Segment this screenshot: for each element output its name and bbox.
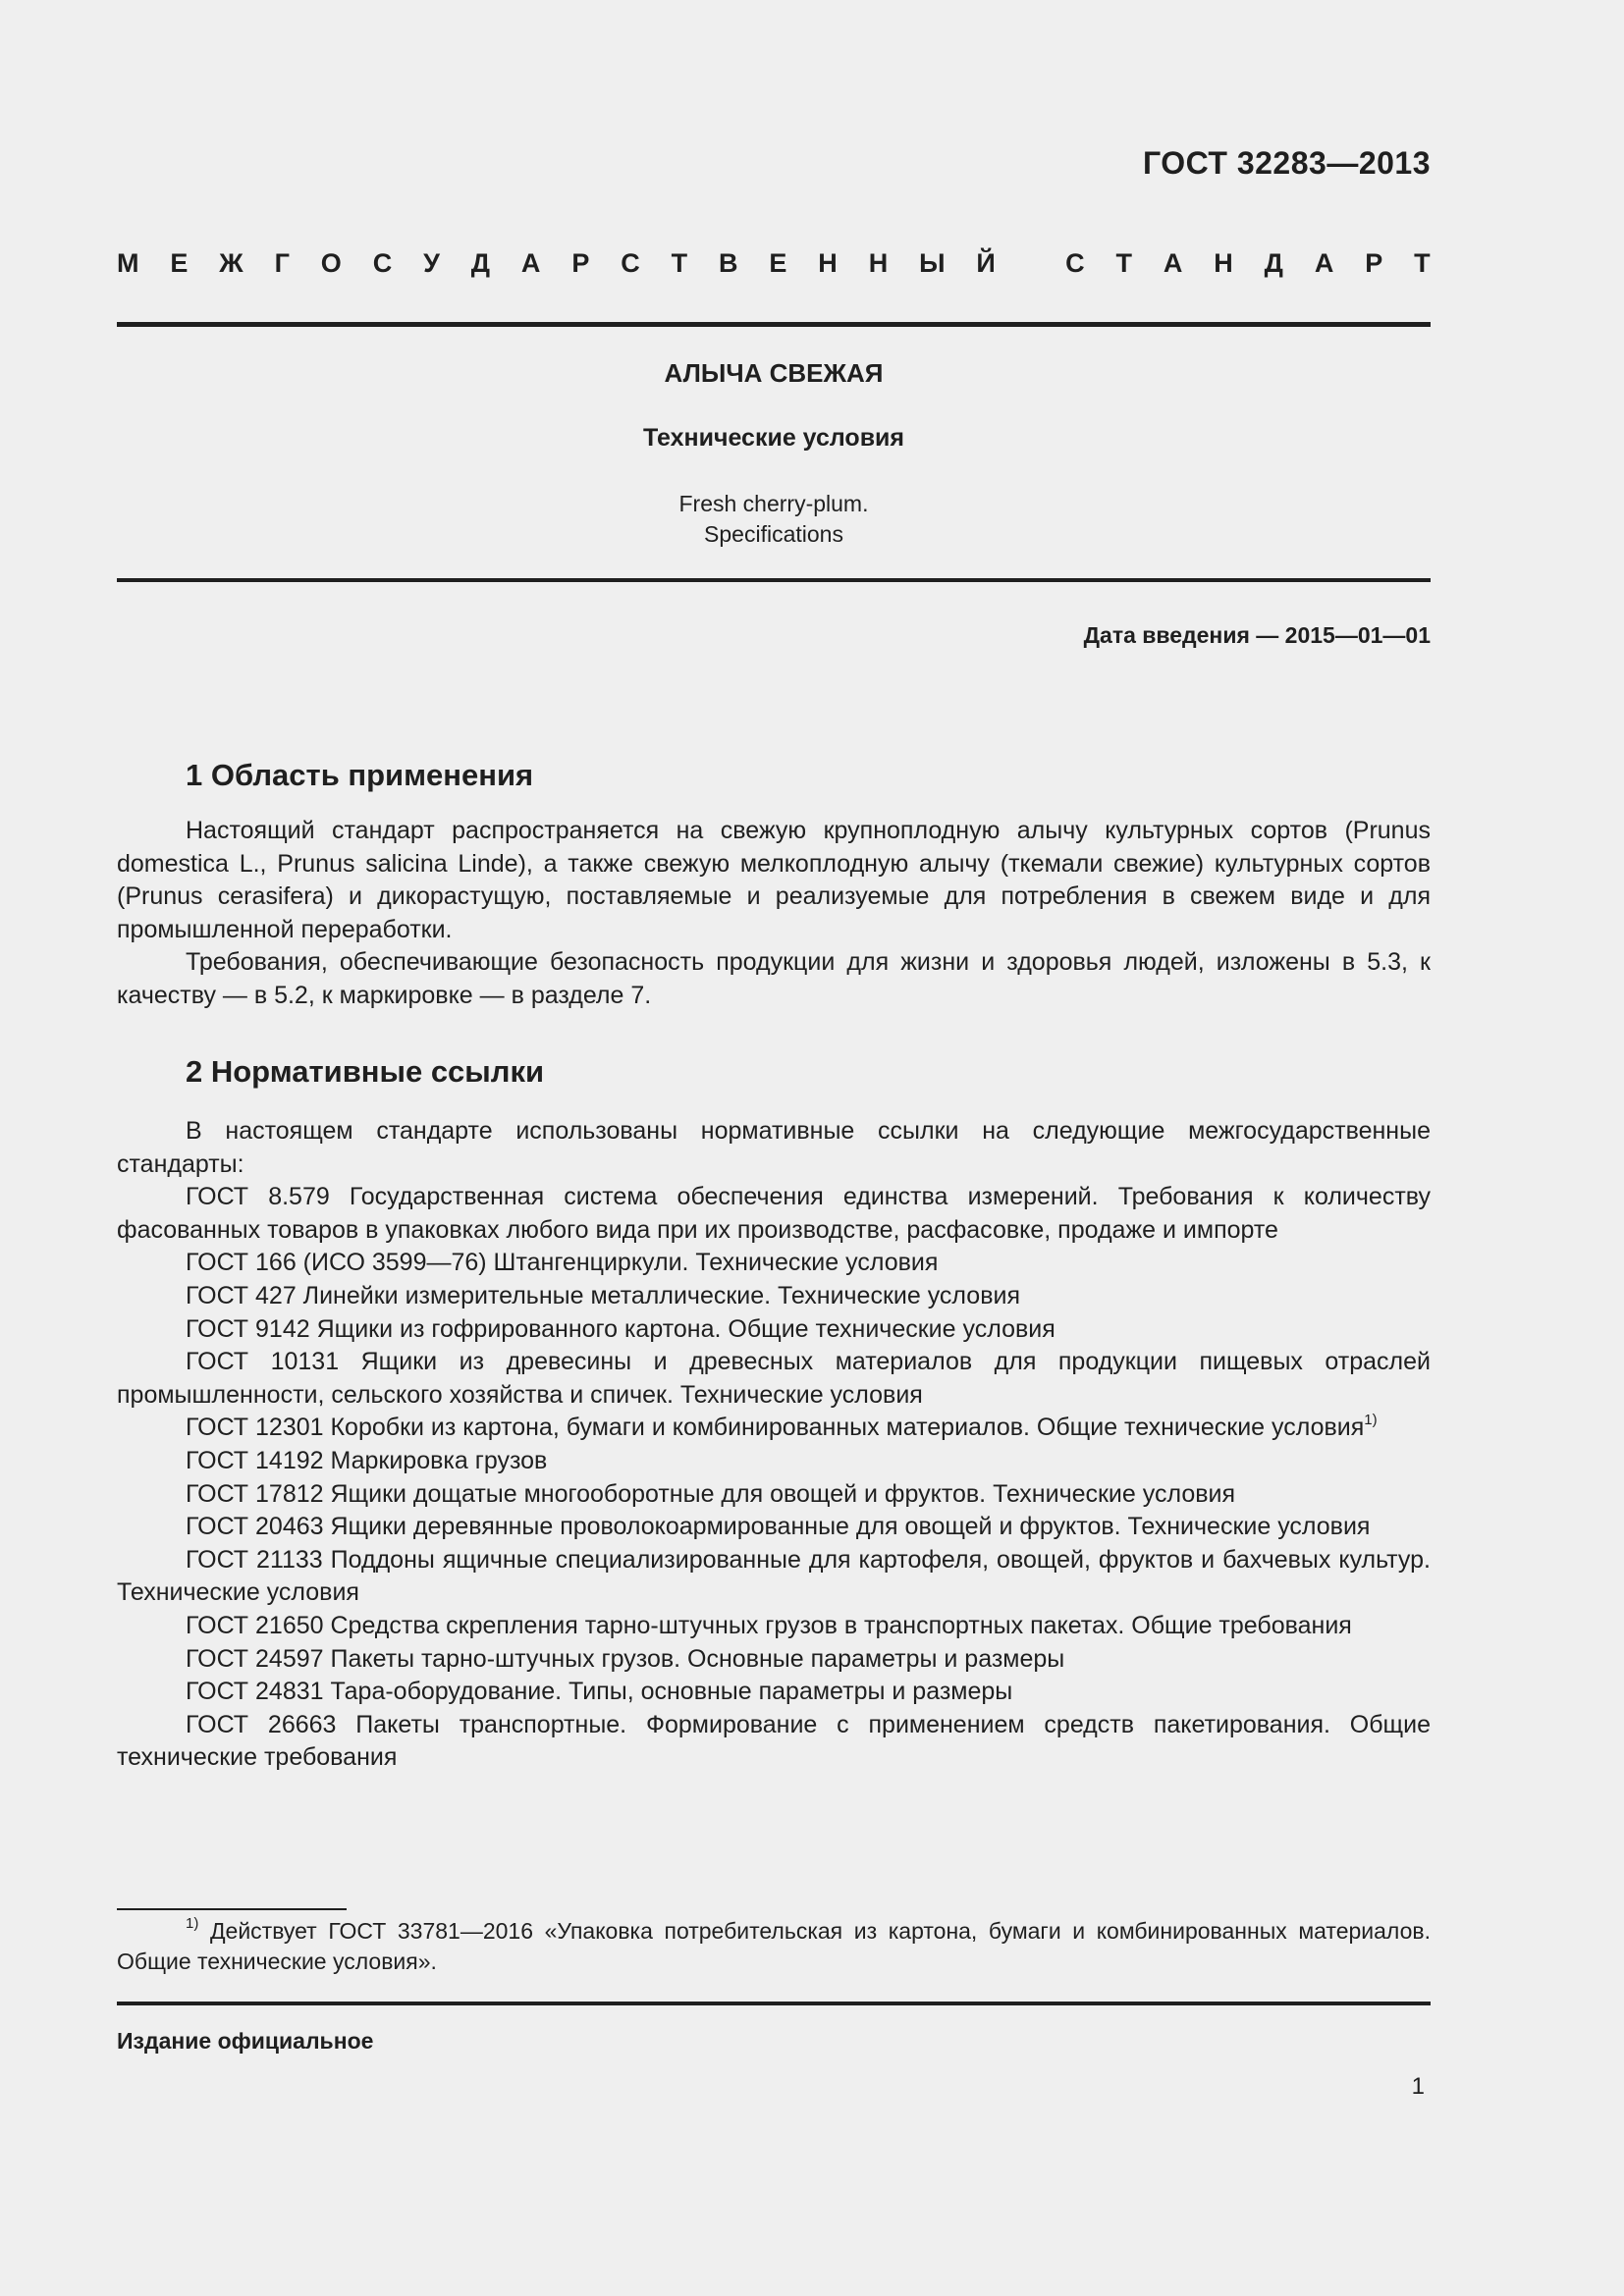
reference-item: ГОСТ 166 (ИСО 3599—76) Штангенциркули. Технические условия [186,1249,939,1277]
standard-banner [117,248,1431,279]
page-number: 1 [1411,2073,1425,2100]
banner-letter: У [423,248,440,278]
reference-item: ГОСТ 24597 Пакеты тарно-штучных грузов. Основные параметры и размеры [186,1644,1065,1673]
banner-letter: О [320,248,342,278]
section1-paragraph: Настоящий стандарт распространяется на свежую крупноплодную алычу культурных сортов (Prunus domestica L., Prunus salicina Linde), а также свежую мелкоплодную алычу (ткемали свежие) культурных сортов (Prunus cerasifera) и дикорастущую, поставляемые и реализуемые для потребления в свежем виде и для промышленной переработки. [117,817,1431,943]
banner-letter: Ы [919,248,946,278]
title-rule [117,578,1431,582]
banner-letter: Т [671,248,688,278]
reference-item: ГОСТ 21133 Поддоны ящичные специализированные для картофеля, овощей, фруктов и бахчевых культур. Технические условия [117,1545,1431,1607]
english-title-line1: Fresh cherry-plum. [678,491,869,516]
banner-letter: А [1163,248,1183,278]
banner-letter: М [117,248,139,278]
banner-letter: А [1314,248,1334,278]
section2-body [117,1115,1431,1775]
document-code: ГОСТ 32283—2013 [1142,145,1431,181]
banner-letter: Н [868,248,889,278]
footnote-marker: 1) [1364,1412,1378,1429]
banner-letter: А [520,248,541,278]
banner-word-gap [1027,248,1035,279]
footnote [117,1916,1431,1977]
document-subtitle: Технические условия [642,424,905,452]
banner-letter: Г [274,248,290,278]
english-title-line2: Specifications [704,521,843,547]
banner-letter: Р [571,248,590,278]
banner-letter: С [1065,248,1085,278]
reference-item: ГОСТ 26663 Пакеты транспортные. Формирование с применением средств пакетирования. Общие технические требования [117,1710,1431,1772]
reference-item: ГОСТ 14192 Маркировка грузов [186,1446,548,1474]
banner-letter: Е [769,248,787,278]
section1-paragraph: Требования, обеспечивающие безопасность продукции для жизни и здоровья людей, изложены в 5.3, к качеству — в 5.2, к маркировке — в разделе 7. [117,948,1431,1009]
banner-letter: Т [1115,248,1132,278]
banner-letter: Ж [219,248,244,278]
reference-item [117,1412,1431,1445]
reference-item: ГОСТ 8.579 Государственная система обеспечения единства измерений. Требования к количеству фасованных товаров в упаковках любого вида при их производстве, расфасовке, продаже и импорте [117,1183,1431,1244]
banner-letter: В [719,248,738,278]
banner-letter: С [372,248,393,278]
banner-letter: Д [1264,248,1283,278]
footer-rule [117,2002,1431,2005]
edition-label: Издание официальное [117,2028,374,2054]
banner-letter: С [621,248,640,278]
reference-item: ГОСТ 20463 Ящики деревянные проволокоармированные для овощей и фруктов. Технические условия [186,1513,1371,1541]
section1-heading: 1 Область применения [186,758,534,792]
footnote-number: 1) [186,1915,199,1933]
introduction-date: Дата введения — 2015—01—01 [1083,622,1431,648]
document-title: АЛЫЧА СВЕЖАЯ [664,358,884,388]
banner-letter: Т [1414,248,1431,278]
reference-item: ГОСТ 24831 Тара-оборудование. Типы, основные параметры и размеры [186,1678,1013,1706]
section2-intro: В настоящем стандарте использованы нормативные ссылки на следующие межгосударственные стандарты: [117,1117,1431,1178]
banner-letter: Н [1214,248,1233,278]
banner-letter: Н [818,248,838,278]
section1-body [117,815,1431,1013]
banner-letter: Р [1365,248,1383,278]
header-rule [117,322,1431,327]
english-title [117,489,1431,550]
reference-item: ГОСТ 10131 Ящики из древесины и древесных материалов для продукции пищевых отраслей промышленности, сельского хозяйства и спичек. Технические условия [117,1348,1431,1409]
reference-item: ГОСТ 17812 Ящики дощатые многооборотные для овощей и фруктов. Технические условия [186,1479,1236,1508]
reference-item: ГОСТ 21650 Средства скрепления тарно-штучных грузов в транспортных пакетах. Общие требования [186,1611,1352,1639]
section2-heading: 2 Нормативные ссылки [186,1054,545,1089]
footnote-rule [117,1908,347,1910]
reference-item-text: ГОСТ 12301 Коробки из картона, бумаги и комбинированных материалов. Общие технические условия [186,1414,1365,1442]
banner-letter: Й [976,248,996,278]
footnote-text: Действует ГОСТ 33781—2016 «Упаковка потребительская из картона, бумаги и комбинированных материалов. Общие технические условия». [117,1918,1431,1974]
reference-item: ГОСТ 9142 Ящики из гофрированного картона. Общие технические условия [186,1314,1056,1343]
reference-item: ГОСТ 427 Линейки измерительные металлические. Технические условия [186,1281,1020,1309]
banner-letter: Д [470,248,491,278]
banner-letter: Е [170,248,189,278]
